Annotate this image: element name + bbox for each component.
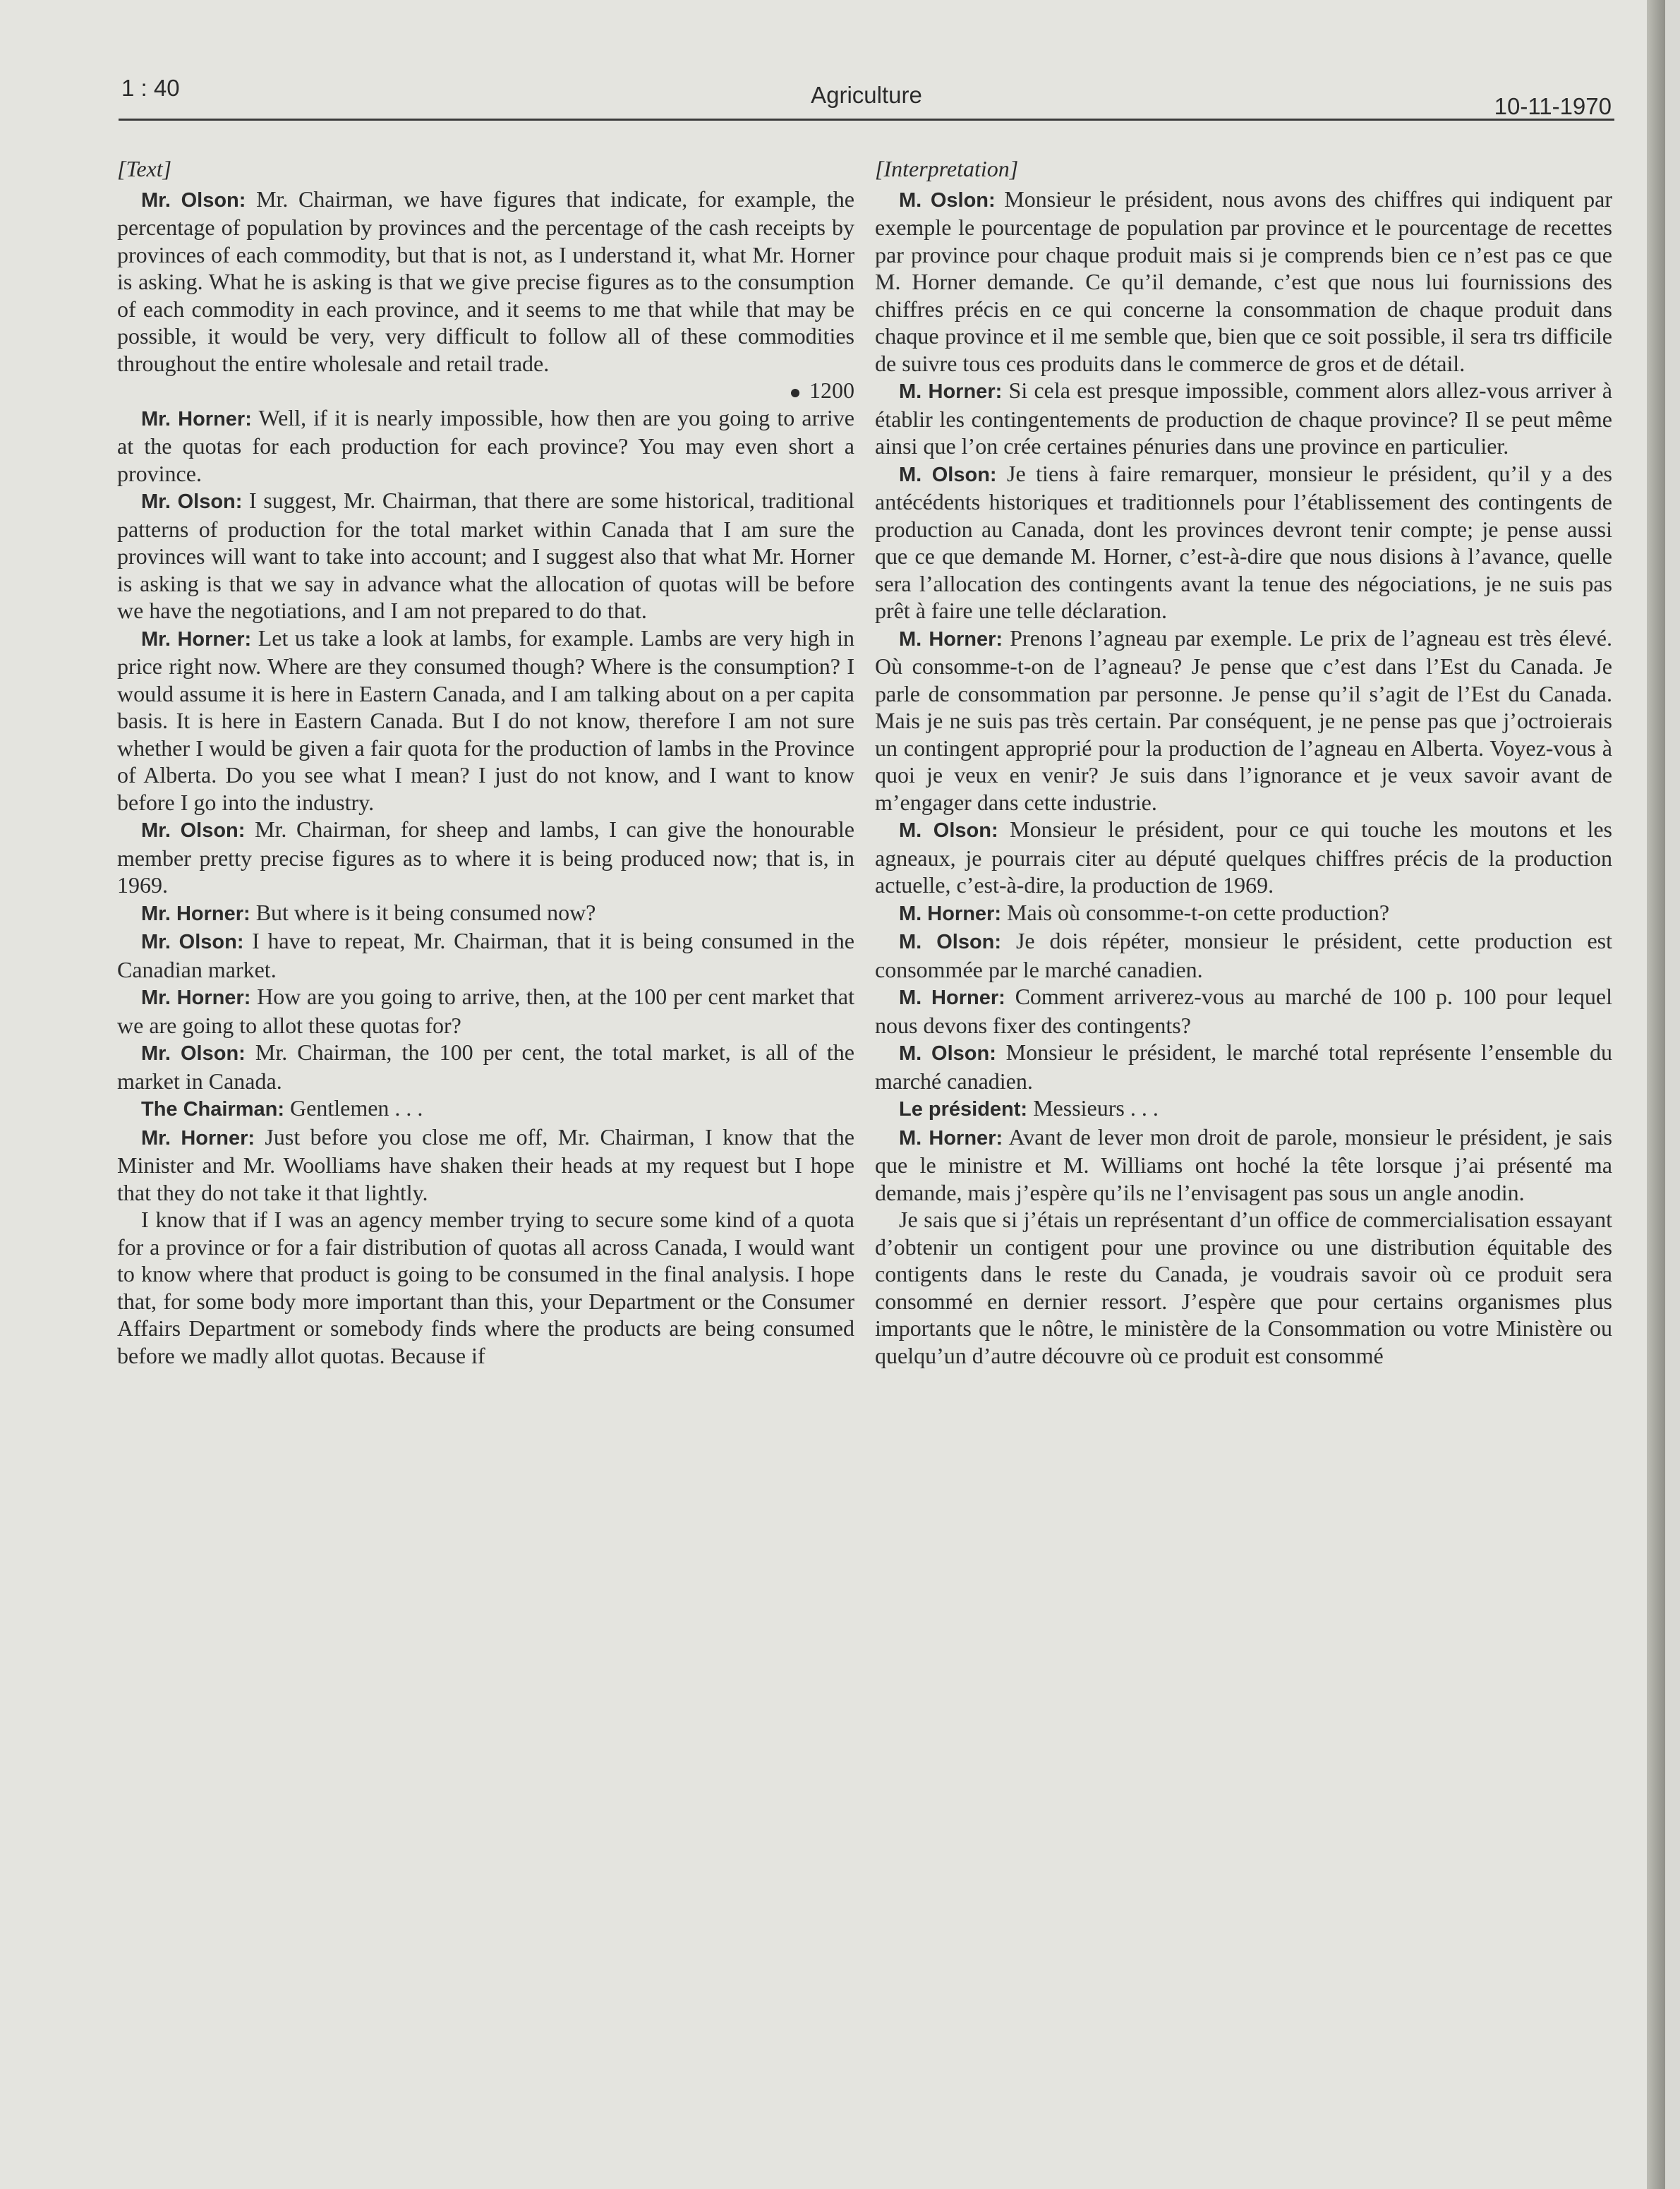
speech-text: Si cela est presque impossible, comment alors allez-vous arriver à établir les contingentements de production de chaque province? Il se peut même ainsi que l’on crée certaines pénuries dans une province en particulier.	[875, 378, 1613, 459]
speech-text: But where is it being consumed now?	[250, 899, 596, 925]
speech-text: Let us take a look at lambs, for example. Lambs are very high in price right now. Where are they consumed though? Where is the consumption? I would assume it is here in Eastern Canada, and I am talking about on a per capita basis. It is here in Eastern Canada. But I do not know, therefore I am not sure whether I would be given a fair quota for the production of lambs in the Province of Alberta. Do you see what I mean? I just do not know, and I want to know before I go into the industry.	[117, 625, 855, 815]
speech-text: Je sais que si j’étais un représentant d’un office de commercialisation essayant d’obtenir un contigent pour une province ou une distribution équitable des contigents dans le reste du Canada, je voudrais savoir où ce produit sera consommé en dernier ressort. J’espère que pour certains organismes plus importants que le nôtre, le ministère de la Consommation ou votre Ministère ou quelqu’un d’autre découvre où ce produit est consommé	[875, 1207, 1612, 1368]
speech-paragraph	[875, 377, 1612, 460]
speaker-name: M. Horner:	[899, 627, 1003, 651]
speech-paragraph	[875, 1039, 1612, 1094]
speech-text: I have to repeat, Mr. Chairman, that it is being consumed in the Canadian market.	[117, 928, 854, 982]
speaker-name: Mr. Horner:	[141, 407, 252, 430]
speech-paragraph	[875, 186, 1612, 378]
speech-paragraph	[117, 1123, 854, 1207]
speech-paragraph	[875, 625, 1612, 816]
speech-text: Just before you close me off, Mr. Chairman, I know that the Minister and Mr. Woolliams have shaken their heads at my request but I hope that they do not take it that lightly.	[117, 1123, 855, 1205]
speaker-name: M. Oslon:	[899, 188, 996, 212]
speech-text: Je tiens à faire remarquer, monsieur le président, qu’il y a des antécédents historiques et traditionnels pour l’établissement des contingents de production au Canada, dont les provinces devront tenir compte; je pense aussi que ce que demande M. Horner, c’est-à-dire que nous disions à l’avance, quelle sera l’allocation des contingents avant la tenue des négociations, je ne suis pas prêt à faire une telle déclaration.	[875, 460, 1613, 623]
speaker-name: M. Olson:	[899, 931, 1002, 953]
speech-paragraph	[117, 625, 854, 816]
speaker-name: Mr. Horner:	[141, 902, 250, 925]
speech-paragraph	[117, 1039, 854, 1094]
speaker-name: Mr. Olson:	[141, 1042, 246, 1065]
speech-text: Mr. Chairman, for sheep and lambs, I can give the honourable member pretty precise figures as to where it is being produced now; that is, in 1969.	[117, 816, 855, 898]
speech-text: How are you going to arrive, then, at the 100 per cent market that we are going to allot these quotas for?	[117, 984, 855, 1038]
speech-paragraph	[117, 816, 854, 899]
page-number: 1 : 40	[121, 75, 180, 101]
speech-paragraph	[117, 899, 854, 928]
speech-paragraph	[117, 404, 854, 488]
speaker-name: M. Horner:	[899, 987, 1005, 1009]
speech-text: Well, if it is nearly impossible, how then are you going to arrive at the quotas for each production for each province? You may even short a province.	[117, 404, 855, 486]
speaker-name: Mr. Olson:	[141, 490, 243, 513]
speech-text: Prenons l’agneau par exemple. Le prix de l’agneau est très élevé. Où consomme-t-on de l’agneau? Je pense que c’est dans l’Est du Canada. Je parle de consommation par personne. Je pense qu’il s’agit de l’Est du Canada. Mais je ne suis pas très certain. Par conséquent, je ne pense pas que j’octroierais un contingent approprié pour la production de l’agneau en Alberta. Voyez-vous à quoi je veux en venir? Je suis dans l’ignorance et je veux savoir avant de m’engager dans cette industrie.	[875, 625, 1613, 815]
speech-paragraph	[117, 1094, 854, 1123]
speech-text: Mr. Chairman, the 100 per cent, the total market, is all of the market in Canada.	[117, 1039, 854, 1094]
french-column	[875, 155, 1612, 1369]
speech-text: Avant de lever mon droit de parole, monsieur le président, je sais que le ministre et M. Williams ont hoché la tête lorsque j’ai présenté ma demande, mais j’espère qu’ils ne l’envisagent pas sous un angle anodin.	[875, 1123, 1613, 1205]
speech-paragraph	[875, 816, 1612, 899]
speech-text: Gentlemen . . .	[284, 1095, 423, 1121]
speaker-name: Mr. Horner:	[141, 987, 251, 1009]
bullet-icon	[791, 389, 799, 397]
speech-paragraph	[875, 899, 1612, 928]
speech-text: Comment arriverez-vous au marché de 100 p. 100 pour lequel nous devons fixer des contingents?	[875, 984, 1612, 1038]
speech-paragraph	[117, 927, 854, 983]
speech-text: Messieurs . . .	[1027, 1095, 1159, 1121]
time-marker	[117, 377, 854, 404]
speech-paragraph	[875, 983, 1612, 1039]
speech-text: I know that if I was an agency member trying to secure some kind of a quota for a province or for a fair distribution of quotas all across Canada, I would want to know where that product is going to be consumed in the final analysis. I hope that, for some body more important than this, your Department or the Consumer Affairs Department or somebody finds where the products are being consumed before we madly allot quotas. Because if	[117, 1207, 854, 1368]
speaker-name: Mr. Horner:	[141, 627, 252, 651]
time-marker-value: 1200	[809, 378, 854, 403]
speaker-name: Mr. Olson:	[141, 188, 246, 212]
speech-text: Mr. Chairman, we have figures that indicate, for example, the percentage of population by provinces and the percentage of the cash receipts by provinces of each commodity, but that is not, as I understand it, what Mr. Horner is asking. What he is asking is that we give precise figures as to the consumption of each commodity in each province, and it seems to me that while that may be possible, it would be very, very difficult to follow all of these commodities throughout the entire wholesale and retail trade.	[117, 186, 855, 376]
speech-text: Je dois répéter, monsieur le président, cette production est consommée par le marché canadien.	[875, 928, 1612, 982]
speaker-name: M. Horner:	[899, 380, 1003, 403]
speaker-name: M. Olson:	[899, 463, 997, 486]
column-label-text: [Text]	[117, 156, 172, 181]
speaker-name: M. Olson:	[899, 1042, 996, 1065]
speech-paragraph	[875, 460, 1612, 625]
speaker-name: Mr. Olson:	[141, 931, 244, 953]
speech-paragraph	[117, 1206, 854, 1369]
speech-text: Mais où consomme-t-on cette production?	[1001, 899, 1390, 925]
speaker-name: Mr. Olson:	[141, 819, 246, 842]
speech-text: I suggest, Mr. Chairman, that there are some historical, traditional patterns of production for the total market within Canada that I am sure the provinces will want to take into account; and I suggest also that what Mr. Horner is asking is that we say in advance what the allocation of quotas will be before we have the negotiations, and I am not prepared to do that.	[117, 488, 854, 623]
speech-text: Monsieur le président, le marché total représente l’ensemble du marché canadien.	[875, 1039, 1612, 1094]
running-title: Agriculture	[811, 82, 922, 108]
speaker-name: M. Horner:	[899, 1126, 1003, 1150]
speech-paragraph	[117, 487, 854, 625]
speech-paragraph	[875, 927, 1612, 983]
speech-paragraph	[875, 1206, 1612, 1369]
column-label-interpretation: [Interpretation]	[875, 156, 1019, 181]
speech-paragraph	[117, 983, 854, 1039]
session-date: 10-11-1970	[1494, 93, 1612, 119]
speech-paragraph	[875, 1123, 1612, 1207]
speech-text: Monsieur le président, nous avons des chiffres qui indiquent par exemple le pourcentage de population par province et le pourcentage de recettes par province pour chaque produit mais si je comprends bien ce n’est pas ce que M. Horner demande. Ce qu’il demande, c’est que nous lui fournissions des chiffres précis en ce qui concerne la consommation de chaque produit dans chaque province et il me semble que, bien que ce soit possible, il sera trs difficile de suivre tous ces produits dans le commerce de gros et de détail.	[875, 186, 1613, 376]
speaker-name: M. Olson:	[899, 819, 998, 842]
speech-paragraph	[875, 1094, 1612, 1123]
speech-paragraph	[117, 186, 854, 378]
speaker-name: The Chairman:	[141, 1098, 285, 1121]
book-spine-edge	[1647, 0, 1665, 2189]
speaker-name: Le président:	[899, 1098, 1028, 1121]
english-column	[117, 155, 854, 1369]
page-header	[119, 69, 1614, 121]
speech-text: Monsieur le président, pour ce qui touche les moutons et les agneaux, je pourrais citer au député quelques chiffres précis de la production actuelle, c’est-à-dire, la production de 1969.	[875, 816, 1613, 898]
speaker-name: Mr. Horner:	[141, 1126, 255, 1150]
speaker-name: M. Horner:	[899, 902, 1001, 925]
